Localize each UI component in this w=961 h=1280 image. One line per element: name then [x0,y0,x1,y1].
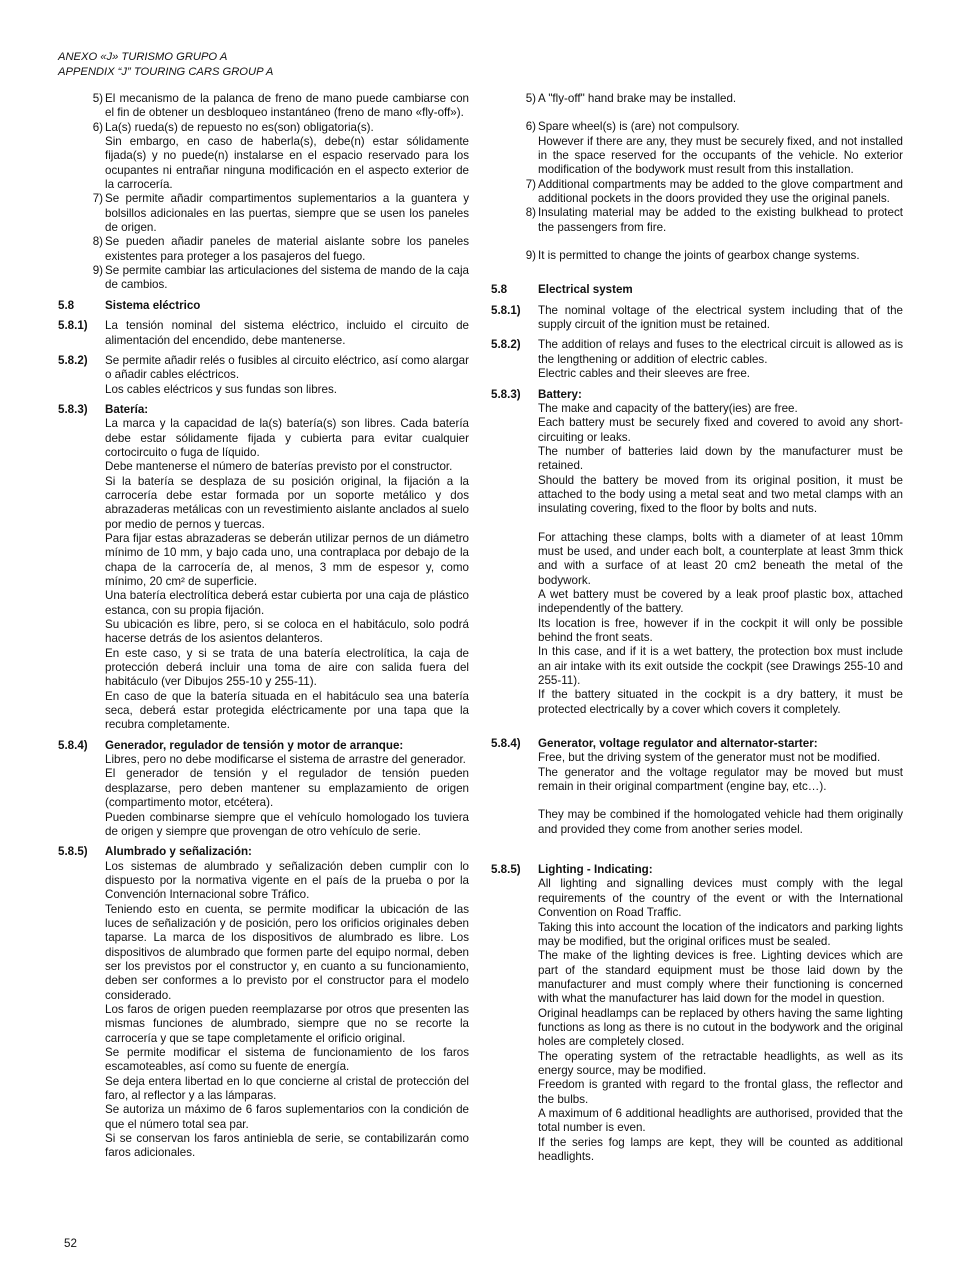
paragraph: Se autoriza un máximo de 6 faros suplementarios con la condición de que el número total sea par. [105,1103,469,1131]
section-title: Batería: [105,402,149,416]
paragraph: Los sistemas de alumbrado y señalización deben cumplir con lo dispuesto por la normativa vigente en el país de la prueba o por la Convención Internacional sobre Tráfico. [105,859,469,902]
list-item [491,120,903,177]
paragraph: Se permite modificar el sistema de funcionamiento de los faros escamoteables, así como su fuente de energía. [105,1046,469,1074]
paragraph: Su ubicación es libre, pero, si se coloca en el habitáculo, solo podrá hacerse detrás de los asientos delanteros. [105,618,469,646]
paragraph: Se permite cambiar las articulaciones del sistema de mando de la caja de cambios. [105,264,469,292]
list-item [491,206,903,235]
section-5-8-3 [491,388,903,718]
section-5-8-2 [491,338,903,381]
list-item [491,249,903,263]
paragraph: Electric cables and their sleeves are free. [538,367,751,381]
section-title: Sistema eléctrico [105,298,201,312]
section-5-8-1 [491,304,903,333]
paragraph: Should the battery be moved from its original position, it must be attached to the body using a metal seat and two metal clamps with an insulating covering, fixed to the floor by bolts and nuts. [538,473,903,516]
paragraph: A wet battery must be covered by a leak proof plastic box, attached independently of the battery. [538,587,903,616]
paragraph: La tensión nominal del sistema eléctrico, incluido el circuito de alimentación del encendido, debe mantenerse. [105,319,469,347]
section-number: 5.8 [491,283,508,297]
section-title: Alumbrado y señalización: [105,845,252,859]
paragraph: Teniendo esto en cuenta, se permite modificar la ubicación de las luces de señalización y de posición, pero los orificios originales deben taparse. La marca de los dispositivos de alumbrado es libre. Los dispositivos de alumbrado que formen parte del equipo normal, deben ser los previstos por el constructor y, en cuanto a su funcionamiento, deben ser conformes a lo previsto por el constructor para el modelo considerado. [105,902,469,1002]
paragraph: En caso de que la batería situada en el habitáculo sea una batería seca, deberá estar protegida eléctricamente por una tapa que la recubra completamente. [105,689,469,732]
section-5-8-4 [491,737,903,837]
item-number: 9) [92,264,103,278]
paragraph: A maximum of 6 additional headlights are authorised, provided that the total number is even. [538,1106,903,1135]
paragraph: Additional compartments may be added to the glove compartment and additional pockets in the doors provided they use the original panels. [538,177,903,206]
paragraph: Its location is free, however if in the cockpit it will only be possible behind the front seats. [538,616,903,644]
paragraph: Se pueden añadir paneles de material aislante sobre los paneles existentes para proteger a los pasajeros del fuego. [105,235,469,263]
paragraph: It is permitted to change the joints of gearbox change systems. [538,249,860,263]
paragraph: El generador de tensión y el regulador de tensión pueden desplazarse, pero deben mantener su emplazamiento de origen (compartimento motor, etcétera). [105,767,469,810]
paragraph: El mecanismo de la palanca de freno de mano puede cambiarse con el fin de obtener un desbloqueo instantáneo (freno de mano «fly-off»). [105,92,469,120]
paragraph: All lighting and signalling devices must comply with the legal requirements of the country of the event or with the International Convention on Road Traffic. [538,877,903,920]
section-5-8-4 [58,739,469,839]
section-number: 5.8 [58,298,75,312]
item-number: 9) [525,249,536,263]
item-number: 7) [525,177,536,191]
paragraph: Pueden combinarse siempre que el vehículo homologado los tuviera de origen y siempre que provengan de otro vehículo de serie. [105,810,469,838]
paragraph: Los faros de origen pueden reemplazarse por otros que presenten las mismas funciones de alumbrado, siempre que no se recorte la carrocería y que se tape completamente el orificio original. [105,1002,469,1045]
section-number: 5.8.5) [58,845,88,859]
paragraph: Si la batería se desplaza de su posición original, la fijación a la carrocería debe estar formada por un soporte metálico y dos abrazaderas metálicas con un revestimiento aislante anclados al suelo por medio de pernos y tuercas. [105,474,469,531]
section-5-8-2 [58,354,469,397]
item-number: 6) [92,120,103,134]
section-5-8 [58,299,469,313]
paragraph: The number of batteries laid down by the manufacturer must be retained. [538,444,903,473]
paragraph: La marca y la capacidad de la(s) batería(s) son libres. Cada batería debe estar sólidamente fijada y cubierta para evitar cualquier cortocircuito o fuga de líquido. [105,417,469,459]
section-number: 5.8.3) [491,387,521,401]
paragraph: If the series fog lamps are kept, they will be counted as additional headlights. [538,1135,903,1163]
list-item [58,92,469,121]
paragraph: They may be combined if the homologated vehicle had them originally and provided they come from another series model. [538,808,903,836]
paragraph: Los cables eléctricos y sus fundas son libres. [105,382,337,396]
paragraph: Si se conservan los faros antiniebla de serie, se contabilizarán como faros adicionales. [105,1132,469,1160]
item-number: 5) [525,92,536,105]
section-title: Battery: [538,387,582,401]
list-item [58,264,469,293]
paragraph: The make and capacity of the battery(ies) are free. [538,401,798,415]
paragraph: The nominal voltage of the electrical system including that of the supply circuit of the ignition must be retained. [538,303,903,332]
paragraph: However if there are any, they must be securely fixed, and not installed in the space reserved for the occupants of the vehicle. No exterior modification of the bodywork must result from this installation. [538,134,903,177]
section-number: 5.8.4) [491,737,521,751]
english-column [491,92,903,1164]
paragraph: The addition of relays and fuses to the electrical circuit is allowed as is the lengthening or addition of electric cables. [538,338,903,366]
list-item [58,121,469,193]
section-5-8-1 [58,319,469,348]
paragraph: The operating system of the retractable headlights, as well as its energy source, may be modified. [538,1049,903,1077]
paragraph: Free, but the driving system of the generator must not be modified. [538,751,881,765]
paragraph: Taking this into account the location of the indicators and parking lights may be modified, but the original orifices must be sealed. [538,920,903,948]
paragraph: Para fijar estas abrazaderas se deberán utilizar pernos de un diámetro mínimo de 10 mm, y bajo cada uno, una contraplaca por debajo de la chapa de la carrocería de, al menos, 3 mm de espesor y, como mínimo, 20 cm² de superficie. [105,531,469,588]
section-5-8 [491,283,903,297]
paragraph: Original headlamps can be replaced by others having the same lighting functions as long as there is no cutout in the bodywork and the original holes are completely closed. [538,1006,903,1049]
list-item [491,92,903,106]
item-number: 7) [92,192,103,206]
item-number: 8) [525,206,536,220]
paragraph: Se permite añadir compartimentos suplementarios a la guantera y bolsillos adicionales en las puertas, siempre que se usen los paneles de origen. [105,192,469,235]
page-header [58,50,273,80]
section-5-8-5 [491,863,903,1164]
paragraph: Se permite añadir relés o fusibles al circuito eléctrico, así como alargar o añadir cables eléctricos. [105,353,469,382]
header-line-english: APPENDIX “J” TOURING CARS GROUP A [58,66,274,78]
section-title: Electrical system [538,283,633,297]
paragraph: Se deja entera libertad en lo que concierne al cristal de protección del faro, al reflector y a las lámparas. [105,1074,469,1103]
item-number: 8) [92,235,103,249]
paragraph: La(s) rueda(s) de repuesto no es(son) obligatoria(s). [105,120,374,134]
section-number: 5.8.1) [58,319,88,333]
paragraph: Debe mantenerse el número de baterías previsto por el constructor. [105,460,453,474]
list-item [491,178,903,207]
header-line-spanish: ANEXO «J» TURISMO GRUPO A [58,51,228,63]
paragraph: The make of the lighting devices is free. Lighting devices which are part of the standard equipment must be those laid down by the manufacturer and must comply where their functioning is concerned with what the manufacturer has laid down for the model in question. [538,949,903,1006]
paragraph: En este caso, y si se trata de una batería electrolítica, la caja de protección deberá incluir una toma de aire con salida fuera del habitáculo (ver Dibujos 255-10 y 255-11). [105,646,469,689]
section-title: Generator, voltage regulator and alternator-starter: [538,737,818,751]
paragraph: Una batería electrolítica deberá estar cubierta por una caja de plástico estanca, con su propia fijación. [105,589,469,617]
paragraph: Spare wheel(s) is (are) not compulsory. [538,120,740,134]
section-title: Lighting - Indicating: [538,863,653,877]
paragraph: In this case, and if it is a wet battery, the protection box must include an air intake with its exit outside the cockpit (see Drawings 255-10 and 255-11). [538,645,903,688]
item-number: 6) [525,120,536,134]
paragraph: Each battery must be securely fixed and covered to avoid any short-circuiting or leaks. [538,416,903,444]
section-number: 5.8.5) [491,863,521,877]
list-item [58,192,469,235]
paragraph: Insulating material may be added to the existing bulkhead to protect the passengers from fire. [538,206,903,234]
section-number: 5.8.2) [58,353,88,367]
paragraph: A "fly-off" hand brake may be installed. [538,92,737,105]
section-number: 5.8.2) [491,338,521,352]
paragraph: The generator and the voltage regulator may be moved but must remain in their original compartment (engine bay, etc…). [538,765,903,794]
spanish-column [58,92,469,1161]
section-5-8-5 [58,845,469,1161]
section-number: 5.8.4) [58,738,88,752]
paragraph: If the battery situated in the cockpit is a dry battery, it must be protected electrically by a cover which covers it completely. [538,688,903,716]
paragraph: Libres, pero no debe modificarse el sistema de arrastre del generador. [105,753,466,767]
section-5-8-3 [58,403,469,733]
page-number: 52 [64,1237,77,1250]
paragraph: Sin embargo, en caso de haberla(s), debe(n) estar sólidamente fijada(s) y no puede(n) instalarse en el espacio reservado para los ocupantes ni entrañar ninguna modificación en el aspecto exterior de la carrocería. [105,135,469,192]
paragraph: For attaching these clamps, bolts with a diameter of at least 10mm must be used, and under each bolt, a counterplate at least 3mm thick and with a surface of at least 20 cm2 beneath the metal of the bodywork. [538,530,903,587]
item-number: 5) [92,92,103,105]
section-title: Generador, regulador de tensión y motor de arranque: [105,738,404,752]
section-number: 5.8.1) [491,303,521,317]
paragraph: Freedom is granted with regard to the frontal glass, the reflector and the bulbs. [538,1078,903,1106]
section-number: 5.8.3) [58,402,88,416]
list-item [58,235,469,264]
